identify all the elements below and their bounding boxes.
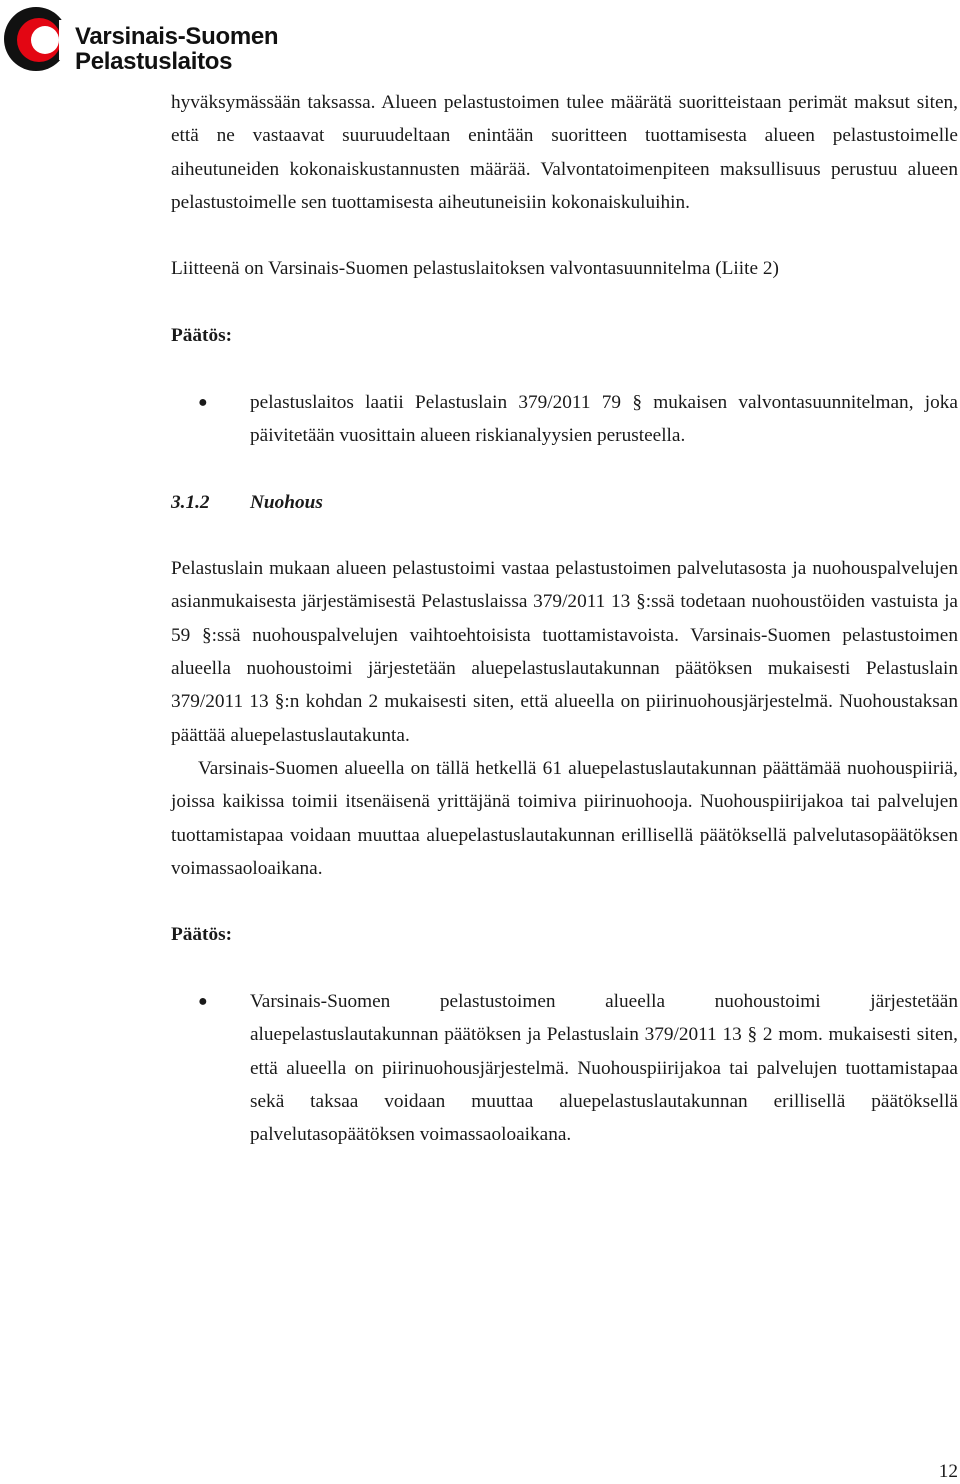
logo-line-1: Varsinais-Suomen	[75, 23, 279, 50]
logo-wordmark	[75, 24, 278, 74]
paragraph-chimney-districts: Varsinais-Suomen alueella on tällä hetkellä 61 aluepelastuslautakunnan päättämää nuohouspiiriä, joissa kaikissa toimii itsenäisenä yrittäjänä toimiva piirinuohooja. Nuohouspiirijakoa tai palvelujen tuottamistapaa voidaan muuttaa aluepelastuslautakunnan erillisellä päätöksellä palvelutasopäätöksen voimassaoloaikana.	[171, 757, 958, 879]
paragraph-appendix: Liitteenä on Varsinais-Suomen pelastuslaitoksen valvontasuunnitelma (Liite 2)	[171, 258, 779, 280]
decision-list-2	[171, 985, 958, 1151]
page-number: 12	[938, 1461, 958, 1482]
bullet-icon: ●	[198, 393, 208, 411]
decision-item-text: Varsinais-Suomen pelastustoimen alueella nuohoustoimi järjestetään aluepelastuslautakunnan päätöksen ja Pelastuslain 379/2011 13 § 2 mom. mukaisesti siten, että alueella on piirinuohousjärjestelmä. Nuohouspiirijakoa tai palvelujen tuottamistapaa sekä taksaa voidaan muuttaa aluepelastuslautakunnan erillisellä päätöksellä palvelutasopäätöksen voimassaoloaikana.	[250, 991, 958, 1146]
logo	[3, 2, 283, 76]
logo-line-2: Pelastuslaitos	[75, 48, 233, 75]
paragraph-chimney-sweeping-law: Pelastuslain mukaan alueen pelastustoimi vastaa pelastustoimen palvelutasosta ja nuohouspalvelujen asianmukaisesta järjestämisestä Pelastuslaissa 379/2011 13 §:ssä todetaan nuohoustöiden vastuista ja 59 §:ssä nuohouspalvelujen vaihtoehtoisista tuottamistavoista. Varsinais-Suomen pelastustoimen alueella nuohoustoimi järjestetään aluepelastuslautakunnan päätöksen mukaisesti Pelastuslain 379/2011 13 §:n kohdan 2 mukaisesti siten, että alueella on piirinuohousjärjestelmä. Nuohoustaksan päättää aluepelastuslautakunta.	[171, 558, 958, 746]
logo-emblem-icon	[3, 2, 69, 76]
bullet-icon: ●	[198, 993, 208, 1011]
section-number: 3.1.2	[171, 491, 210, 513]
decision-item	[171, 386, 958, 453]
decision-item-text: pelastuslaitos laatii Pelastuslain 379/2011 79 § mukaisen valvontasuunnitelman, joka päivitetään vuosittain alueen riskianalyysien perusteella.	[250, 391, 958, 446]
decision-heading-2: Päätös:	[171, 924, 233, 946]
document-body	[171, 86, 958, 1185]
decision-heading-1: Päätös:	[171, 325, 233, 347]
decision-item	[171, 985, 958, 1151]
paragraph-fee-basis: hyväksymässään taksassa. Alueen pelastustoimen tulee määrätä suoritteistaan perimät maksut siten, että ne vastaavat suuruudeltaan enintään suoritteen tuottamisesta alueen pelastustoimelle aiheutuneiden kokonaiskustannusten määrää. Valvontatoimenpiteen maksullisuus perustuu alueen pelastustoimelle sen tuottamisesta aiheutuneisiin kokonaiskuluihin.	[171, 92, 958, 213]
section-title: Nuohous	[250, 491, 323, 513]
section-heading	[171, 486, 958, 519]
decision-list-1	[171, 386, 958, 453]
